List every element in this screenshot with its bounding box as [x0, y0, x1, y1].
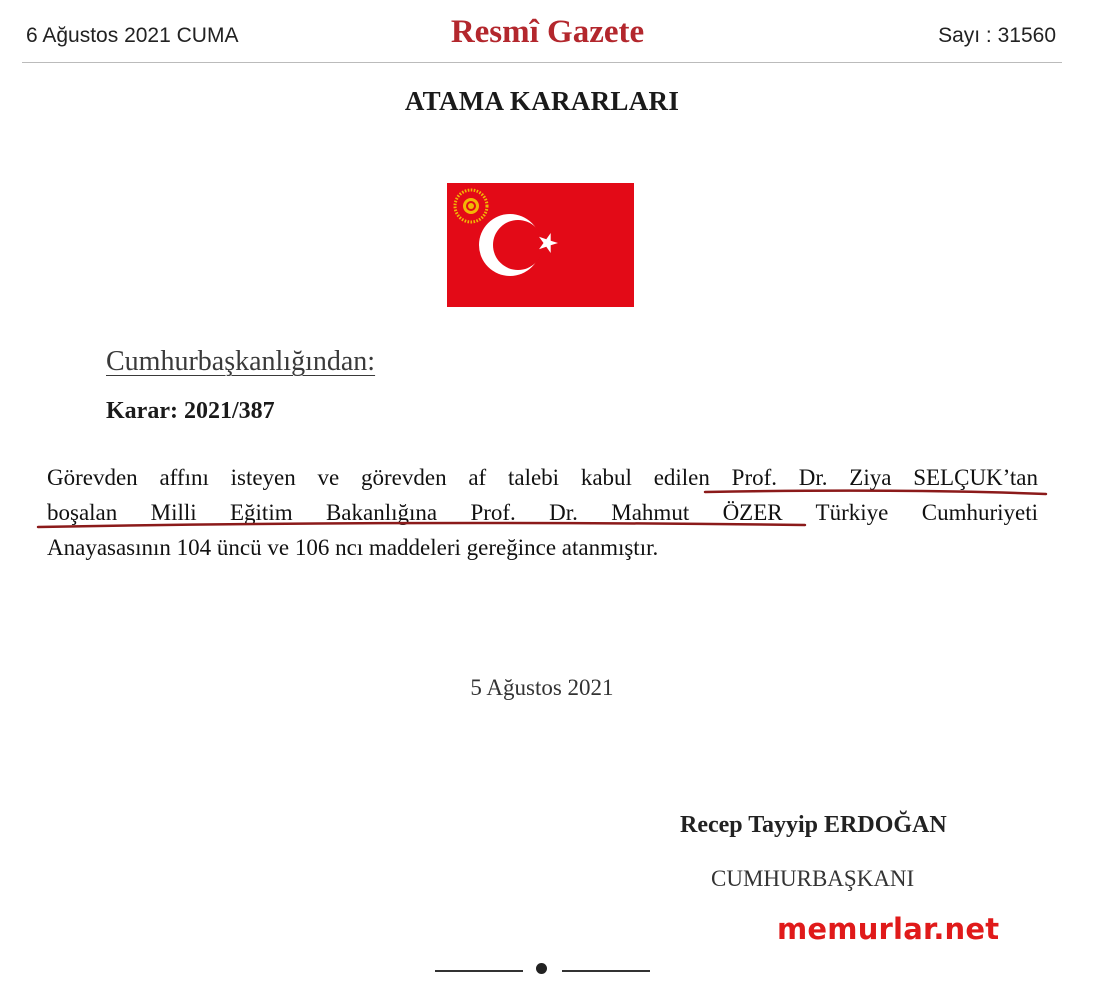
signer-name: Recep Tayyip ERDOĞAN	[680, 812, 947, 838]
issuing-authority: Cumhurbaşkanlığından:	[106, 346, 376, 377]
decision-number: Karar: 2021/387	[106, 398, 275, 424]
section-title: ATAMA KARARLARI	[404, 86, 680, 116]
header-divider	[22, 62, 1062, 63]
body-line-1: Görevden affını isteyen ve görevden af talebi kabul edilen Prof. Dr. Ziya SELÇUK’tan	[47, 465, 1038, 490]
signature-date: 5 Ağustos 2021	[470, 675, 614, 700]
body-line-2: boşalan Milli Eğitim Bakanlığına Prof. Dr. Mahmut ÖZER Türkiye Cumhuriyeti	[47, 500, 1038, 525]
separator-line-left	[435, 970, 523, 972]
separator-dot	[536, 963, 547, 974]
gazette-title: Resmî Gazete	[450, 14, 645, 50]
separator-line-right	[562, 970, 650, 972]
signer-title: CUMHURBAŞKANI	[711, 866, 915, 891]
turkish-flag-icon	[447, 183, 634, 307]
body-line-3: Anayasasının 104 üncü ve 106 ncı maddeleri gereğince atanmıştır.	[47, 535, 659, 560]
decision-body	[47, 460, 1038, 565]
issue-number: Sayı : 31560	[938, 24, 1056, 47]
header-date: 6 Ağustos 2021 CUMA	[26, 24, 239, 47]
end-separator	[435, 958, 650, 978]
watermark: memurlar.net	[777, 912, 1000, 946]
